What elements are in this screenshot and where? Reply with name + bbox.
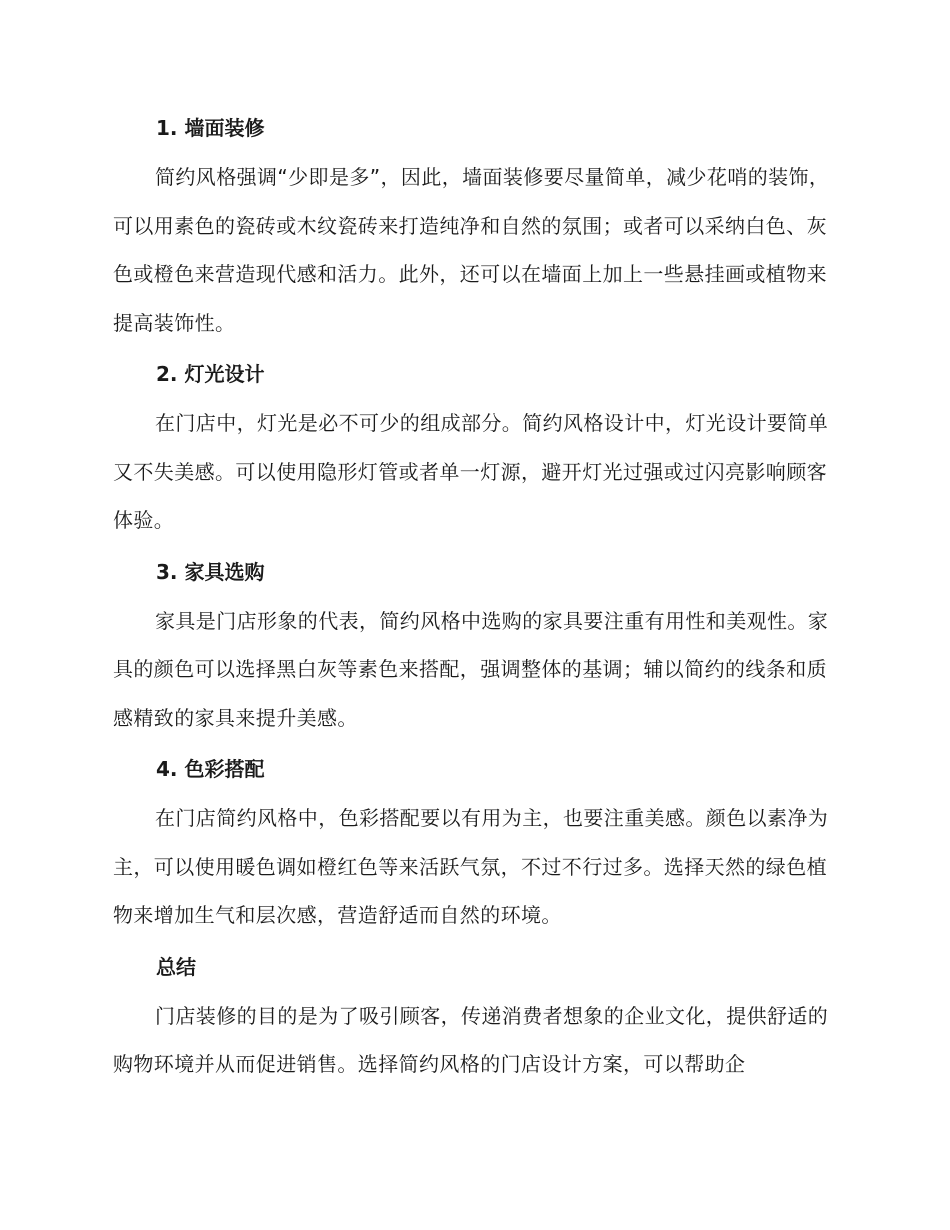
section-body-color: 在门店简约风格中，色彩搭配要以有用为主，也要注重美感。颜色以素净为主，可以使用暖色调如橙红色等来活跃气氛，不过不行过多。选择天然的绿色植物来增加生气和层次感，营造舒适而自然的环境。 bbox=[113, 806, 829, 927]
section-heading-summary: 总结 bbox=[156, 954, 196, 979]
section-heading-color: 4. 色彩搭配 bbox=[156, 757, 265, 781]
section-heading-furniture: 3. 家具选购 bbox=[156, 559, 265, 584]
section-heading-wall: 1. 墙面装修 bbox=[156, 116, 265, 140]
section-body-lighting: 在门店中，灯光是必不可少的组成部分。简约风格设计中，灯光设计要简单又不失美感。可以使用隐形灯管或者单一灯源，避开灯光过强或过闪亮影响顾客体验。 bbox=[113, 411, 829, 532]
section-body-furniture: 家具是门店形象的代表，简约风格中选购的家具要注重有用性和美观性。家具的颜色可以选择黑白灰等素色来搭配，强调整体的基调；辅以简约的线条和质感精致的家具来提升美感。 bbox=[113, 608, 829, 730]
document-page bbox=[113, 108, 833, 1096]
section-body-wall: 简约风格强调“少即是多”，因此，墙面装修要尽量简单，减少花哨的装饰，可以用素色的瓷砖或木纹瓷砖来打造纯净和自然的氛围；或者可以采纳白色、灰色或橙色来营造现代感和活力。此外，还可以在墙面上加上一些悬挂画或植物来提高装饰性。 bbox=[113, 165, 830, 335]
section-heading-lighting: 2. 灯光设计 bbox=[156, 362, 265, 386]
section-body-summary: 门店装修的目的是为了吸引顾客，传递消费者想象的企业文化，提供舒适的购物环境并从而促进销售。选择简约风格的门店设计方案，可以帮助企 bbox=[113, 1003, 829, 1076]
